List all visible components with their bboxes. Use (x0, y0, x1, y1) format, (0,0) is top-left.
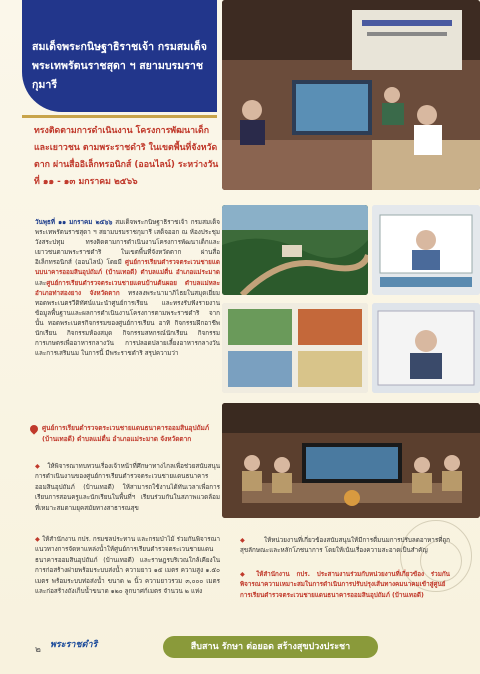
bullet-item: ◆ ให้พิจารณาทบทวนเรื่องเจ้าหน้าที่ศึกษาทางไกลเพื่อช่วยสนับสนุนการดำเนินงานของศูนย์การเรียนตำรวจตระเวนชายแดนธนาคารออมสินอุปถัมภ์ (บ้านเทอดี) ให้สามารถใช้งานได้ทันเวลาเพื่อการเรียนการสอนครูและนักเรียนในพื้นที่ฯ เรียนร่วมกันในสภาพแวดล้อมที่เหมาะสมตามยุคสมัยทางสาธารณสุข (35, 463, 220, 512)
footer-slogan-bar (163, 636, 378, 658)
highlight-school-2: ศูนย์การเรียนตำรวจตระเวนชายแดนบ้านต้นผอย ตำบลแม่หละ อำเภอท่าสองยาง จังหวัดตาก (35, 279, 220, 297)
photo-forest-site (222, 205, 368, 295)
highlight-school-1: ศูนย์การเรียนตำรวจตระเวนชายแดนบนาคารออมสินอุปถัมภ์ (บ้านเทอดี) ตำบลแม่ตื่น อำเภอแม่ระมาด (35, 259, 220, 277)
body-text-b: และ (35, 279, 47, 287)
title-box (22, 0, 217, 112)
lead-date: วันพุธที่ ๑๑ มกราคม ๒๕๖๖ (35, 219, 113, 226)
article-subtitle: ทรงติดตามการดำเนินงาน โครงการพัฒนาเด็กและเยาวชน ตามพระราชดำริ ในเขตพื้นที่จังหวัดตาก ผ่านสื่ออิเล็กทรอนิกส์ (ออนไลน์) ระหว่างวันที่ ๑๑ - ๑๓ มกราคม ๒๕๖๖ (34, 126, 219, 187)
divider (22, 115, 217, 118)
photo-group-meeting (222, 403, 480, 518)
location-pin-icon (28, 423, 39, 434)
bullet-text: ให้สำนักงาน กปร. กรมชลประทาน และกรมป่าไม้ ร่วมกันพิจารณาแนวทางการจัดหาแหล่งน้ำให้ศูนย์การเรียนตำรวจตระเวนชายแดนธนาคารออมสินอุปถัมภ์ (บ้านเทอดี) และราษฎรบริเวณใกล้เคียงในการก่อสร้างฝายพร้อมระบบส่งน้ำ ความยาว ๑๕ เมตร ความสูง ๑.๕๐ เมตร พร้อมระบบท่อส่งน้ำ ขนาด ๒ นิ้ว ความยาวรวม ๓,๐๐๐ เมตร และก่อสร้างถังเก็บน้ำขนาด ๑๒๐ ลูกบาศก์เมตร จำนวน ๒ แห่ง (35, 536, 220, 596)
body-text-a: สมเด็จพระกนิษฐาธิราชเจ้า กรมสมเด็จพระเทพรัตนราชสุดา ฯ สยามบรมราชกุมารี เสด็จออก ณ ห้องประชุม วังสระปทุม ทรงติดตามการดำเนินงานโครงการพัฒนาเด็กและเยาวชนตามพระราชดำริ ในเขตพื้นที่จังหวัดตาก ผ่านสื่ออิเล็กทรอนิกส์ (ออนไลน์) โดยมี (35, 219, 220, 267)
footer-slogan: สืบสาน รักษา ต่อยอด สร้างสุขปวงประชา (190, 642, 351, 652)
photo-slideshow (222, 303, 368, 393)
bullet-item: ◆ ให้สำนักงาน กปร. กรมชลประทาน และกรมป่าไม้ ร่วมกันพิจารณาแนวทางการจัดหาแหล่งน้ำให้ศูนย์การเรียนตำรวจตระเวนชายแดนธนาคารออมสินอุปถัมภ์ (บ้านเทอดี) และราษฎรบริเวณใกล้เคียงในการก่อสร้างฝายพร้อมระบบส่งน้ำ ความยาว ๑๕ เมตร ความสูง ๑.๕๐ เมตร พร้อมระบบท่อส่งน้ำ ขนาด ๒ นิ้ว ความยาวรวม ๓,๐๐๐ เมตร และก่อสร้างถังเก็บน้ำขนาด ๑๒๐ ลูกบาศก์เมตร จำนวน ๒ แห่ง (35, 536, 220, 596)
article-title: สมเด็จพระกนิษฐาธิราชเจ้า กรมสมเด็จพระเทพรัตนราชสุดา ฯ สยามบรมราชกุมารี (32, 41, 207, 91)
bullet-item: ◆ ให้สำนักงาน กปร. ประสานงานร่วมกับหน่วยงานที่เกี่ยวข้อง ร่วมกันพิจารณาความเหมาะสมในการดำเนินการปรับปรุงเส้นทางคมนาคมเข้าสู่ศูนย์การเรียนตำรวจตระเวนชายแดนธนาคารออมสินอุปถัมภ์ (บ้านเทอดี) (240, 571, 450, 599)
body-paragraph (35, 218, 220, 359)
page-number: ๒ (35, 645, 41, 655)
magazine-logo: พระราชดำริ (50, 640, 98, 650)
body-text-c: ทรงลงพระนามาภิไธยในสมุดเยี่ยม ทอดพระเนตรวีดิทัศน์แนะนำศูนย์การเรียน และทรงรับฟังรายงานข้อมูลพื้นฐานและผลการดำเนินงานโครงการตามพระราชดำริ จากนั้น ทอดพระเนตรกิจกรรมของศูนย์การเรียน อาทิ กิจกรรมฝึกอาชีพนักเรียน กิจกรรมห้องสมุด กิจกรรมสหกรณ์นักเรียน กิจกรรมการเกษตรเพื่ออาหารกลางวัน การปลอดปลายเลี้ยงอาหารกลางวันและการเสริมนม ในการนี้ มีพระราชดำริ สรุปความว่า (35, 289, 220, 358)
bullet-text: ให้สำนักงาน กปร. ประสานงานร่วมกับหน่วยงานที่เกี่ยวข้อง ร่วมกันพิจารณาความเหมาะสมในการดำเนินการปรับปรุงเส้นทางคมนาคมเข้าสู่ศูนย์การเรียนตำรวจตระเวนชายแดนธนาคารออมสินอุปถัมภ์ (บ้านเทอดี) (240, 571, 450, 599)
photo-video-call (372, 205, 480, 295)
photo-meeting-room (222, 0, 480, 190)
bullet-text: ให้หน่วยงานที่เกี่ยวข้องสนับสนุนให้มีการดื่มนมการปรับลดอาหารที่ถูกสุขลักษณะและหลักโภชนาการ โดยให้เน้นเรื่องความสะอาดเป็นสำคัญ (240, 537, 450, 555)
section-heading: ศูนย์การเรียนตำรวจตระเวนชายแดนธนาคารออมสินอุปถัมภ์ (บ้านเทอดี) ตำบลแม่ตื่น อำเภอแม่ระมาด จังหวัดตาก (42, 424, 210, 443)
bullet-item: ◆ ให้หน่วยงานที่เกี่ยวข้องสนับสนุนให้มีการดื่มนมการปรับลดอาหารที่ถูกสุขลักษณะและหลักโภชนาการ โดยให้เน้นเรื่องความสะอาดเป็นสำคัญ (240, 537, 450, 555)
bullet-text: ให้พิจารณาทบทวนเรื่องเจ้าหน้าที่ศึกษาทางไกลเพื่อช่วยสนับสนุนการดำเนินงานของศูนย์การเรียนตำรวจตระเวนชายแดนธนาคารออมสินอุปถัมภ์ (บ้านเทอดี) ให้สามารถใช้งานได้ทันเวลาเพื่อการเรียนการสอนครูและนักเรียนในพื้นที่ฯ เรียนร่วมกันในสภาพแวดล้อมที่เหมาะสมตามยุคสมัยทางสาธารณสุข (35, 463, 220, 512)
photo-video-speaker (372, 303, 480, 393)
